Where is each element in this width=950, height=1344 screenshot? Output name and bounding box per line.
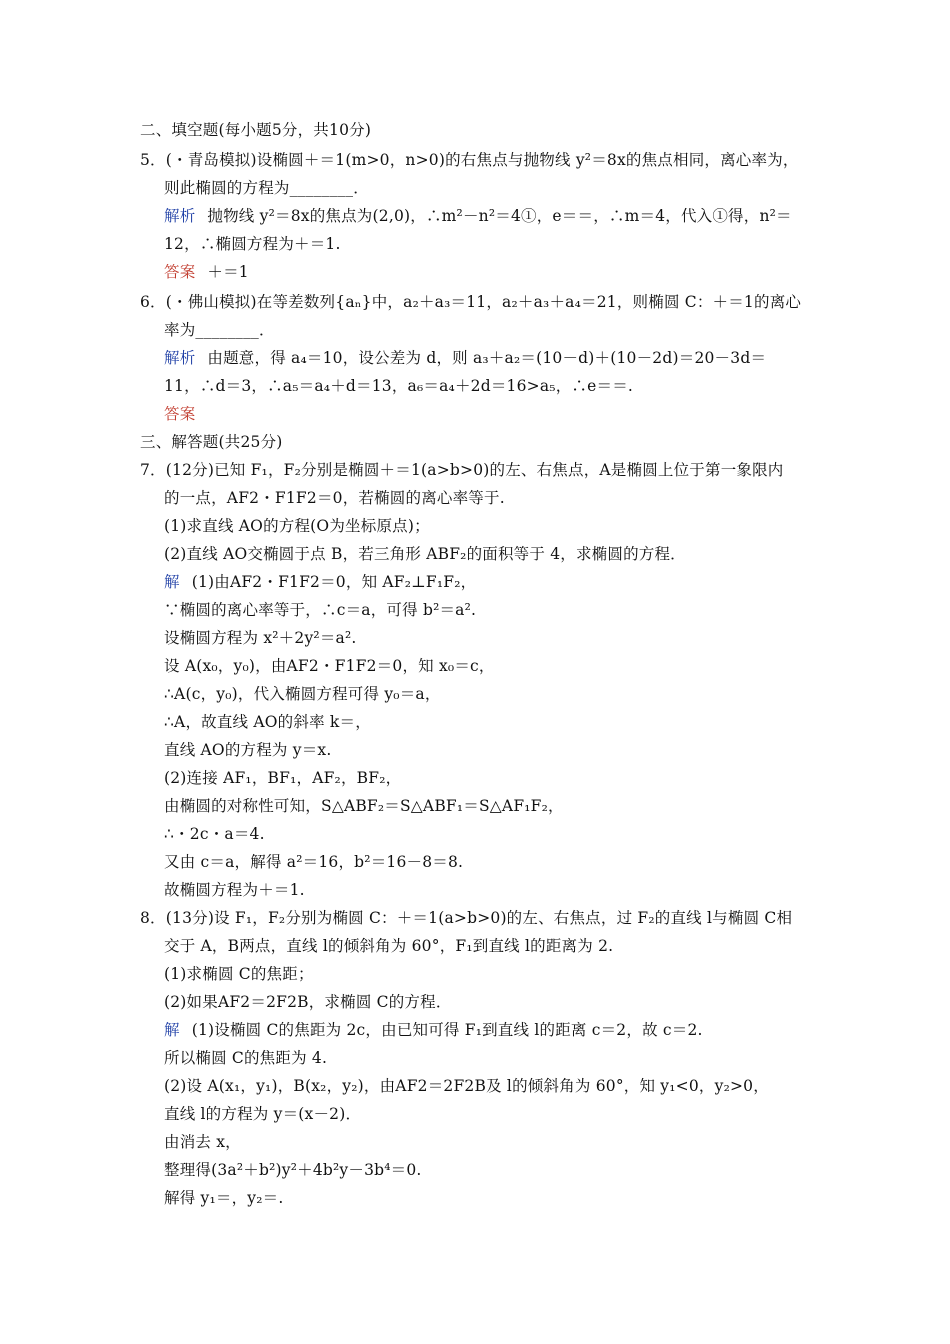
answer-label: 答案	[164, 263, 196, 281]
q8-solution-line-6: 整理得(3a²＋b²)y²＋4b²y－3b⁴＝0.	[164, 1161, 422, 1179]
q7-solution-line-4: 设 A(x₀，y₀)，由AF2・F1F2＝0，知 x₀＝c，	[164, 657, 495, 675]
q8-solution-line-7: 解得 y₁＝，y₂＝.	[164, 1189, 284, 1207]
q6-line-1: 6．(・佛山模拟)在等差数列{aₙ}中，a₂＋a₃＝11，a₂＋a₃＋a₄＝21，则椭圆 C：＋＝1的离心	[140, 293, 802, 311]
q7-solution-text-1: (1)由AF2・F1F2＝0，知 AF₂⊥F₁F₂，	[191, 573, 477, 591]
section-solve-title: 三、解答题(共25分)	[140, 433, 283, 451]
q7-solution-line-2: ∵椭圆的离心率等于，∴c＝a，可得 b²＝a².	[164, 601, 477, 619]
answer-label: 答案	[164, 405, 196, 423]
q8-solution-text-1: (1)设椭圆 C的焦距为 2c，由已知可得 F₁到直线 l的距离 c＝2，故 c＝2.	[191, 1021, 703, 1039]
q7-solution-line-10: ∴・2c・a＝4.	[164, 825, 265, 843]
solution-label: 解	[164, 1021, 180, 1039]
section-fill-title: 二、填空题(每小题5分，共10分)	[140, 121, 372, 139]
q7-solution-line-7: 直线 AO的方程为 y＝x.	[164, 741, 332, 759]
q8-part-2: (2)如果AF2＝2F2B，求椭圆 C的方程．	[164, 993, 452, 1011]
q7-line-1: 7．(12分)已知 F₁，F₂分别是椭圆＋＝1(a>b>0)的左、右焦点，A是椭圆上位于第一象限内	[140, 461, 784, 479]
q7-solution-line-11: 又由 c＝a，解得 a²＝16，b²＝16－8＝8.	[164, 853, 464, 871]
q5-line-2: 则此椭圆的方程为________．	[164, 179, 369, 197]
q5-line-1: 5．(・青岛模拟)设椭圆＋＝1(m>0，n>0)的右焦点与抛物线 y²＝8x的焦点相同，离心率为，	[140, 151, 799, 169]
q5-answer-text: ＋＝1	[207, 263, 249, 281]
q8-solution-line-4: 直线 l的方程为 y＝(x－2)．	[164, 1105, 362, 1123]
q8-line-1: 8．(13分)设 F₁，F₂分别为椭圆 C：＋＝1(a>b>0)的左、右焦点，过 F₂的直线 l与椭圆 C相	[140, 909, 793, 927]
analysis-label: 解析	[164, 349, 196, 367]
q6-analysis-text-1: 由题意，得 a₄＝10，设公差为 d，则 a₃＋a₂＝(10－d)＋(10－2d)＝20－3d＝	[207, 349, 767, 367]
q7-solution-line-8: (2)连接 AF₁，BF₁，AF₂，BF₂，	[164, 769, 402, 787]
q7-line-2: 的一点，AF2・F1F2＝0，若椭圆的离心率等于.	[164, 489, 505, 507]
q7-solution-line-6: ∴A，故直线 AO的斜率 k＝，	[164, 713, 371, 731]
q5-analysis-text-1: 抛物线 y²＝8x的焦点为(2,0)，∴m²－n²＝4①，e＝＝，∴m＝4，代入①得，n²＝	[207, 207, 792, 225]
q6-line-2: 率为________．	[164, 321, 275, 339]
q6-analysis-line-1	[164, 348, 766, 368]
q5-analysis-line-2: 12，∴椭圆方程为＋＝1.	[164, 235, 341, 253]
q8-part-1: (1)求椭圆 C的焦距；	[164, 965, 314, 983]
analysis-label: 解析	[164, 207, 196, 225]
q5-analysis-line-1	[164, 206, 792, 226]
q7-solution-line-5: ∴A(c，y₀)，代入椭圆方程可得 y₀＝a，	[164, 685, 441, 703]
q6-answer-line	[164, 404, 195, 424]
q6-analysis-line-2: 11，∴d＝3，∴a₅＝a₄＋d＝13，a₆＝a₄＋2d＝16>a₅，∴e＝＝.	[164, 377, 634, 395]
q8-line-2: 交于 A，B两点，直线 l的倾斜角为 60°，F₁到直线 l的距离为 2.	[164, 937, 614, 955]
q8-solution-line-3: (2)设 A(x₁，y₁)，B(x₂，y₂)，由AF2＝2F2B及 l的倾斜角为 60°，知 y₁<0，y₂>0，	[164, 1077, 769, 1095]
q5-answer-line	[164, 262, 249, 282]
q7-solution-line-12: 故椭圆方程为＋＝1.	[164, 881, 305, 899]
q7-part-2: (2)直线 AO交椭圆于点 B，若三角形 ABF₂的面积等于 4，求椭圆的方程．	[164, 545, 686, 563]
q7-solution-line-1	[164, 572, 476, 592]
solution-label: 解	[164, 573, 180, 591]
q7-solution-line-9: 由椭圆的对称性可知，S△ABF₂＝S△ABF₁＝S△AF₁F₂，	[164, 797, 564, 815]
q7-solution-line-3: 设椭圆方程为 x²＋2y²＝a².	[164, 629, 357, 647]
q8-solution-line-1	[164, 1020, 703, 1040]
q8-solution-line-5: 由消去 x，	[164, 1133, 241, 1151]
q7-part-1: (1)求直线 AO的方程(O为坐标原点)；	[164, 517, 430, 535]
q8-solution-line-2: 所以椭圆 C的焦距为 4.	[164, 1049, 328, 1067]
